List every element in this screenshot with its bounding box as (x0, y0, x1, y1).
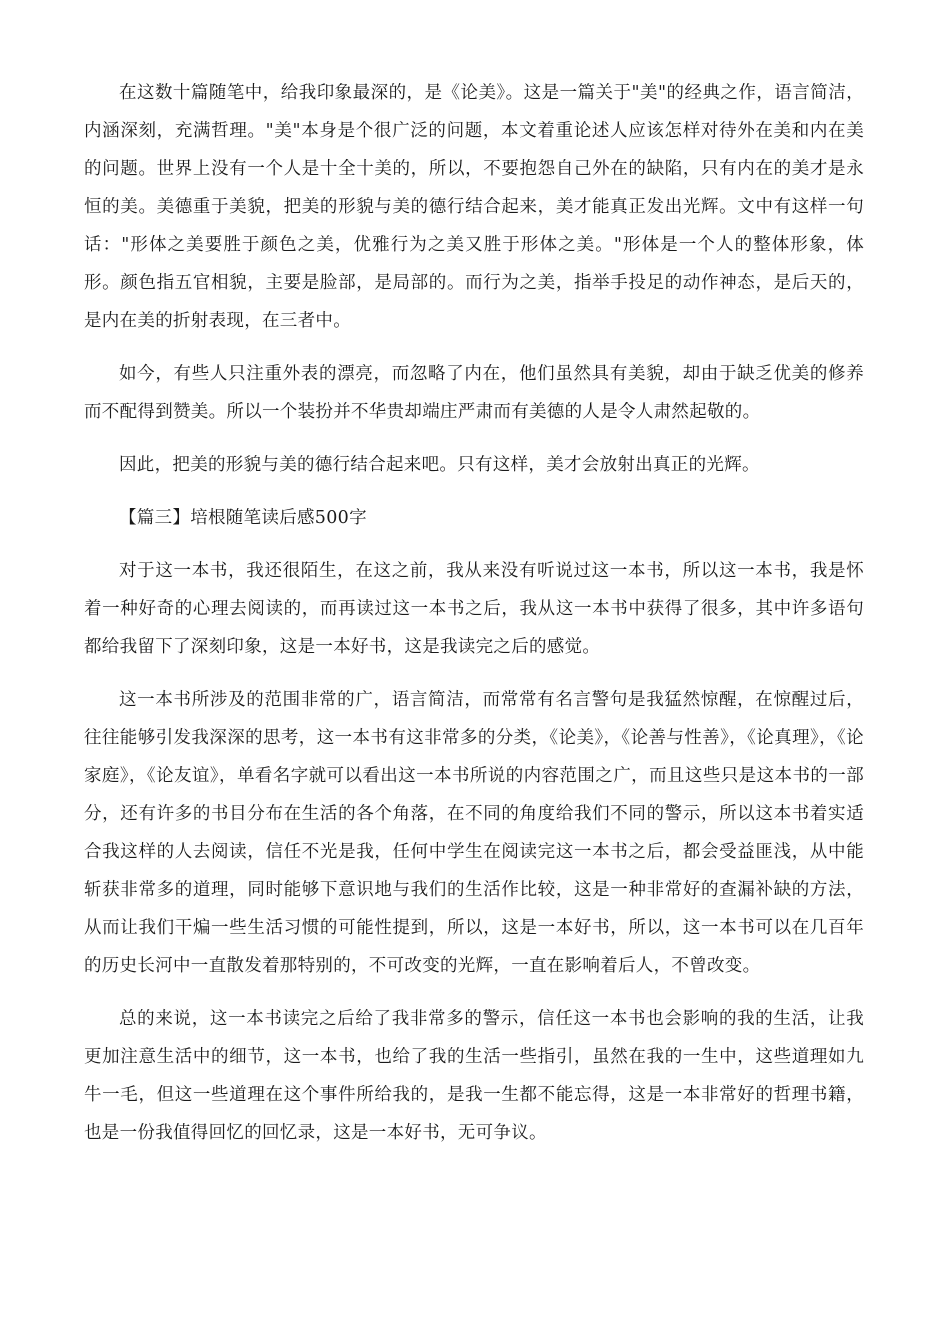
paragraph-appearance-vs-virtue: 如今，有些人只注重外表的漂亮，而忽略了内在，他们虽然具有美貌，却由于缺乏优美的修养而不配得到赞美。所以一个装扮并不华贵却端庄严肃而有美德的人是令人肃然起敬的。 (84, 364, 864, 422)
section-heading-part-three: 【篇三】培根随笔读后感500字 (119, 508, 367, 528)
paragraph-conclusion-beauty: 因此，把美的形貌与美的德行结合起来吧。只有这样，美才会放射出真正的光辉。 (119, 455, 760, 475)
paragraph-first-impression: 对于这一本书，我还很陌生，在这之前，我从来没有听说过这一本书，所以这一本书，我是怀着一种好奇的心理去阅读的，而再读过这一本书之后，我从这一本书中获得了很多，其中许多语句都给我留下了深刻印象，这是一本好书，这是我读完之后的感觉。 (84, 561, 864, 657)
paragraph-book-scope: 这一本书所涉及的范围非常的广，语言简洁，而常常有名言警句是我猛然惊醒，在惊醒过后，往往能够引发我深深的思考，这一本书有这非常多的分类，《论美》，《论善与性善》，《论真理》，《论家庭》，《论友谊》，单看名字就可以看出这一本书所说的内容范围之广，而且这些只是这本书的一部分，还有许多的书目分布在生活的各个角落，在不同的角度给我们不同的警示，所以这本书着实适合我这样的人去阅读，信任不光是我，任何中学生在阅读完这一本书之后，都会受益匪浅，从中能斩获非常多的道理，同时能够下意识地与我们的生活作比较，这是一种非常好的查漏补缺的方法，从而让我们干煸一些生活习惯的可能性提到，所以，这是一本好书，所以，这一本书可以在几百年的历史长河中一直散发着那特别的，不可改变的光辉，一直在影响着后人，不曾改变。 (84, 690, 864, 976)
document-body (84, 74, 864, 1167)
paragraph-summary: 总的来说，这一本书读完之后给了我非常多的警示，信任这一本书也会影响的我的生活，让我更加注意生活中的细节，这一本书，也给了我的生活一些指引，虽然在我的一生中，这些道理如九牛一毛，但这一些道理在这个事件所给我的，是我一生都不能忘得，这是一本非常好的哲理书籍，也是一份我值得回忆的回忆录，这是一本好书，无可争议。 (84, 1009, 864, 1143)
paragraph-on-beauty: 在这数十篇随笔中，给我印象最深的，是《论美》。这是一篇关于"美"的经典之作，语言简洁，内涵深刻，充满哲理。"美"本身是个很广泛的问题，本文着重论述人应该怎样对待外在美和内在美的问题。世界上没有一个人是十全十美的，所以，不要抱怨自己外在的缺陷，只有内在的美才是永恒的美。美德重于美貌，把美的形貌与美的德行结合起来，美才能真正发出光辉。文中有这样一句话："形体之美要胜于颜色之美，优雅行为之美又胜于形体之美。"形体是一个人的整体形象，体形。颜色指五官相貌，主要是脸部，是局部的。而行为之美，指举手投足的动作神态，是后天的，是内在美的折射表现，在三者中。 (84, 83, 864, 331)
